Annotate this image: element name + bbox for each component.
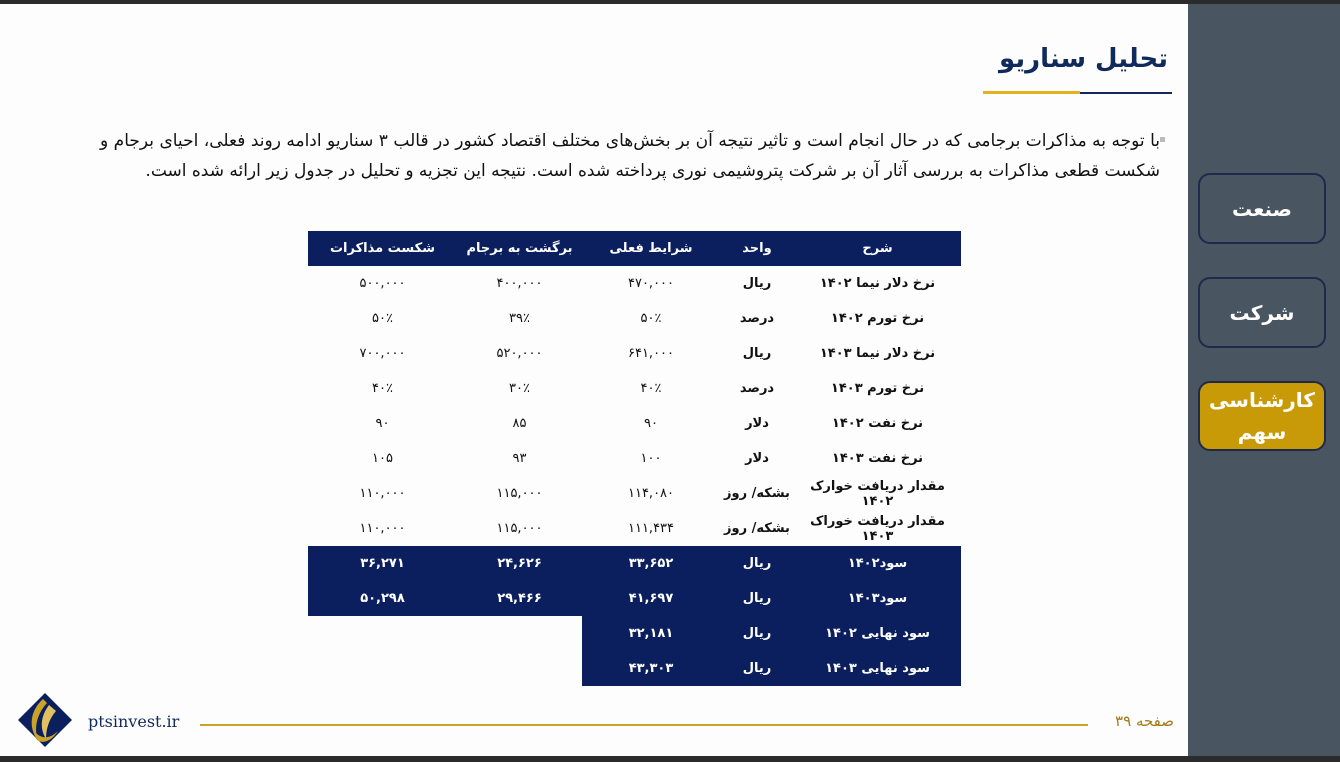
cell-talks-failure: ۹۰ xyxy=(375,416,390,431)
cell-unit: ریال xyxy=(742,276,772,291)
nav-button-stock-analysis[interactable]: کارشناسی سهم xyxy=(1198,381,1326,451)
cell-jcpoa-return: ۵۲۰,۰۰۰ xyxy=(496,346,543,361)
cell-description: مقدار دریافت خوارک ۱۴۰۲ xyxy=(810,478,945,509)
cell-talks-failure: ۱۰۵ xyxy=(372,451,393,466)
table-row xyxy=(308,511,961,546)
website-link[interactable]: ptsinvest.ir xyxy=(88,712,180,731)
cell-talks-failure: ۱۱۰,۰۰۰ xyxy=(359,521,406,536)
cell-talks-failure: ۴۰٪ xyxy=(372,381,393,396)
cell-empty xyxy=(457,616,582,651)
nav-button-company[interactable]: شرکت xyxy=(1198,277,1326,348)
cell-description: سود۱۴۰۳ xyxy=(794,581,961,616)
cell-unit: درصد xyxy=(739,311,775,326)
cell-unit: دلار xyxy=(745,451,769,466)
cell-unit: ریال xyxy=(720,581,794,616)
cell-description: نرخ دلار نیما ۱۴۰۳ xyxy=(819,346,936,361)
cell-jcpoa-return: ۱۱۵,۰۰۰ xyxy=(496,486,543,501)
table-header-row xyxy=(308,231,961,266)
header-jcpoa-return: برگشت به برجام xyxy=(457,231,582,266)
table-row-final-profit xyxy=(308,651,961,686)
bottom-border xyxy=(0,756,1340,762)
cell-description: نرخ تورم ۱۴۰۳ xyxy=(830,381,925,396)
cell-current: ۱۱۴,۰۸۰ xyxy=(627,486,675,501)
cell-talks-failure: ۵۰۰,۰۰۰ xyxy=(359,276,406,291)
cell-current: ۳۳,۶۵۲ xyxy=(582,546,720,581)
cell-talks-failure: ۵۰٪ xyxy=(372,311,393,326)
cell-talks-failure: ۷۰۰,۰۰۰ xyxy=(359,346,406,361)
header-current: شرایط فعلی xyxy=(582,231,720,266)
title-underline-gold xyxy=(983,91,1080,94)
cell-description: مقدار دریافت خوراک ۱۴۰۳ xyxy=(810,513,945,544)
cell-talks-failure: ۱۱۰,۰۰۰ xyxy=(359,486,406,501)
table-row xyxy=(308,301,961,336)
table-row xyxy=(308,441,961,476)
header-description: شرح xyxy=(794,231,961,266)
table-row xyxy=(308,371,961,406)
cell-description: نرخ نفت ۱۴۰۳ xyxy=(831,451,924,466)
cell-unit: ریال xyxy=(720,616,794,651)
cell-current: ۱۰۰ xyxy=(640,451,662,466)
cell-current: ۹۰ xyxy=(644,416,658,431)
cell-unit: ریال xyxy=(720,651,794,686)
cell-current: ۵۰٪ xyxy=(640,311,662,326)
cell-empty xyxy=(308,616,457,651)
cell-description: سود نهایی ۱۴۰۳ xyxy=(794,651,961,686)
cell-unit: ریال xyxy=(742,346,772,361)
sidebar xyxy=(1188,4,1340,756)
table-row-profit xyxy=(308,581,961,616)
cell-current: ۴۰٪ xyxy=(640,381,662,396)
cell-current: ۳۲,۱۸۱ xyxy=(582,616,720,651)
cell-unit: دلار xyxy=(745,416,769,431)
company-logo xyxy=(16,689,74,751)
cell-current: ۴۳,۳۰۳ xyxy=(582,651,720,686)
cell-unit: ریال xyxy=(720,546,794,581)
cell-jcpoa-return: ۴۰۰,۰۰۰ xyxy=(496,276,543,291)
cell-description: سود نهایی ۱۴۰۲ xyxy=(794,616,961,651)
nav-button-industry[interactable]: صنعت xyxy=(1198,173,1326,244)
page-title: تحلیل سناریو xyxy=(999,44,1168,74)
cell-talks-failure: ۳۶,۲۷۱ xyxy=(308,546,457,581)
top-border xyxy=(0,0,1340,4)
cell-jcpoa-return: ۳۹٪ xyxy=(509,311,530,326)
cell-description: سود۱۴۰۲ xyxy=(794,546,961,581)
intro-paragraph: با توجه به مذاکرات برجامی که در حال انجام است و تاثیر نتیجه آن بر بخش‌های مختلف اقتصاد کشور در قالب ۳ سناریو ادامه روند فعلی، احیای برجام و شکست قطعی مذاکرات به بررسی آثار آن بر شرکت پتروشیمی نوری پرداخته شده است. نتیجه این تجزیه و تحلیل در جدول زیر ارائه شده است. xyxy=(100,131,1160,181)
cell-current: ۴۷۰,۰۰۰ xyxy=(627,276,675,291)
cell-empty xyxy=(457,651,582,686)
header-unit: واحد xyxy=(720,231,794,266)
cell-talks-failure: ۵۰,۲۹۸ xyxy=(308,581,457,616)
cell-unit: بشکه/ روز xyxy=(724,521,790,536)
cell-unit: بشکه/ روز xyxy=(724,486,790,501)
table-row xyxy=(308,476,961,511)
footer-divider xyxy=(200,724,1088,726)
cell-jcpoa-return: ۱۱۵,۰۰۰ xyxy=(496,521,543,536)
cell-description: نرخ نفت ۱۴۰۲ xyxy=(831,416,924,431)
table-row xyxy=(308,336,961,371)
cell-empty xyxy=(308,651,457,686)
cell-description: نرخ تورم ۱۴۰۲ xyxy=(830,311,925,326)
cell-jcpoa-return: ۹۳ xyxy=(512,451,527,466)
cell-jcpoa-return: ۲۴,۶۲۶ xyxy=(457,546,582,581)
cell-unit: درصد xyxy=(739,381,775,396)
cell-jcpoa-return: ۸۵ xyxy=(512,416,527,431)
table-row xyxy=(308,266,961,301)
page-number: صفحه ۳۹ xyxy=(1115,712,1174,730)
cell-jcpoa-return: ۳۰٪ xyxy=(509,381,530,396)
cell-current: ۴۱,۶۹۷ xyxy=(582,581,720,616)
cell-current: ۱۱۱,۴۳۴ xyxy=(627,521,675,536)
cell-jcpoa-return: ۲۹,۴۶۶ xyxy=(457,581,582,616)
scenario-table xyxy=(308,231,961,686)
bullet-icon xyxy=(1160,137,1165,142)
header-talks-failure: شکست مذاکرات xyxy=(308,231,457,266)
title-underline-navy xyxy=(1080,92,1172,94)
cell-current: ۶۴۱,۰۰۰ xyxy=(627,346,675,361)
table-row-final-profit xyxy=(308,616,961,651)
table-row xyxy=(308,406,961,441)
cell-description: نرخ دلار نیما ۱۴۰۲ xyxy=(819,276,936,291)
table-row-profit xyxy=(308,546,961,581)
